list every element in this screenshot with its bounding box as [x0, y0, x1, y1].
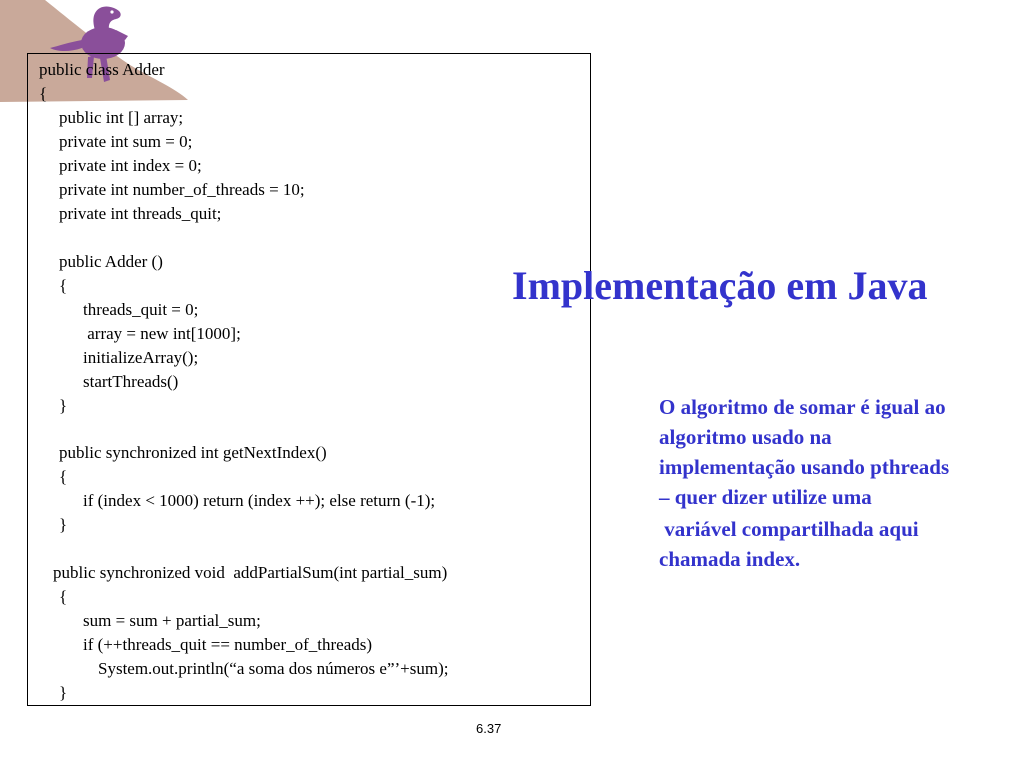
- code-line: private int sum = 0;: [59, 132, 193, 151]
- description-line: algoritmo usado na: [659, 425, 832, 449]
- code-line: public synchronized int getNextIndex(): [59, 443, 327, 462]
- code-line: startThreads(): [83, 372, 179, 391]
- description-line: implementação usando pthreads: [659, 455, 950, 479]
- code-line: {: [59, 276, 68, 295]
- code-line: {: [59, 587, 68, 606]
- page-title: Implementação em Java: [512, 263, 928, 308]
- code-line: }: [59, 683, 68, 702]
- code-line: public Adder (): [59, 252, 163, 271]
- code-line: public class Adder: [39, 60, 165, 79]
- code-line: public synchronized void addPartialSum(int partial_sum): [53, 563, 448, 582]
- page-number: 6.37: [476, 721, 502, 736]
- code-line: {: [39, 84, 48, 103]
- code-line: }: [59, 515, 68, 534]
- code-line: System.out.println(“a soma dos números e”’+sum);: [98, 659, 449, 678]
- code-line: threads_quit = 0;: [83, 300, 199, 319]
- code-line: public int [] array;: [59, 108, 184, 127]
- code-line: {: [59, 467, 68, 486]
- code-line: array = new int[1000];: [83, 324, 241, 343]
- description-line: – quer dizer utilize uma: [659, 485, 872, 509]
- code-line: if (++threads_quit == number_of_threads): [83, 635, 373, 654]
- code-line: if (index < 1000) return (index ++); else return (-1);: [83, 491, 436, 510]
- description-line: chamada index.: [659, 547, 801, 571]
- code-line: initializeArray();: [83, 348, 199, 367]
- code-line: private int threads_quit;: [59, 204, 222, 223]
- description-line: O algoritmo de somar é igual ao: [659, 395, 946, 419]
- code-line: sum = sum + partial_sum;: [83, 611, 261, 630]
- description-line: variável compartilhada aqui: [659, 517, 919, 541]
- code-line: private int index = 0;: [59, 156, 202, 175]
- code-line: private int number_of_threads = 10;: [59, 180, 305, 199]
- code-line: }: [59, 396, 68, 415]
